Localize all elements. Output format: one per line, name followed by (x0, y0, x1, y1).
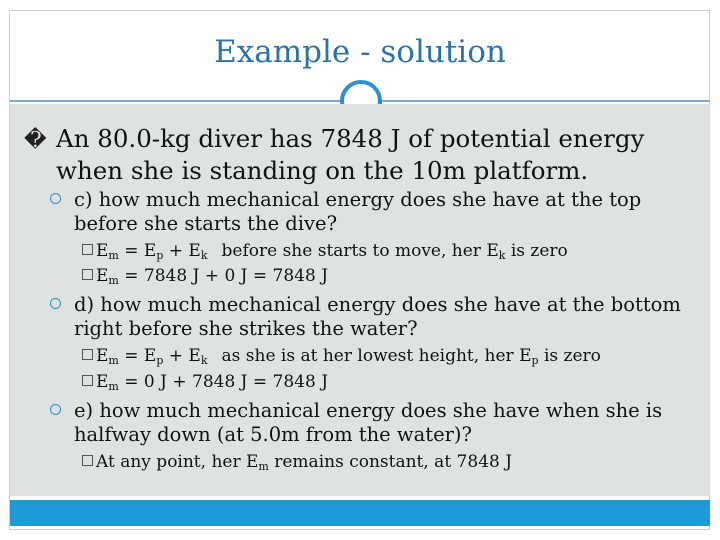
intro-bullet-glyph: � (24, 128, 47, 153)
answer-d-step-1: $E_m = E_p + E_k$ as she is at her lowest height, her $E_p$ is zero (82, 345, 702, 367)
question-d-line-2: right before she strikes the water? (74, 317, 418, 340)
square-bullet-icon (82, 455, 93, 466)
question-e-line-2: halfway down (at 5.0m from the water)? (74, 423, 472, 446)
question-e (46, 399, 696, 447)
intro-line-2: when she is standing on the 10m platform. (56, 156, 589, 185)
circle-bullet-icon (50, 298, 61, 309)
square-bullet-icon (82, 349, 93, 360)
question-e-line-1: e) how much mechanical energy does she have when she is (74, 399, 663, 422)
answer-e-step-1: At any point, her $E_m$ remains constant, at 7848 J (82, 451, 702, 473)
question-d (46, 293, 696, 341)
intro-bullet (24, 124, 704, 186)
question-c (46, 188, 696, 236)
circle-bullet-icon (50, 193, 61, 204)
square-bullet-icon (82, 375, 93, 386)
footer-bar (10, 500, 710, 526)
question-c-line-1: c) how much mechanical energy does she have at the top (74, 188, 642, 211)
question-d-line-1: d) how much mechanical energy does she have at the bottom (74, 293, 681, 316)
square-bullet-icon (82, 244, 93, 255)
square-bullet-icon (82, 269, 93, 280)
slide-title: Example - solution (214, 34, 506, 70)
answer-c-step-1: $E_m = E_p + E_k$ before she starts to move, her $E_k$ is zero (82, 240, 702, 262)
answer-c-step-2: $E_m = 7848$ J + 0 J = 7848 J (82, 265, 702, 287)
answer-d-step-2: $E_m = 0$ J + 7848 J = 7848 J (82, 371, 702, 393)
circle-bullet-icon (50, 404, 61, 415)
intro-line-1: An 80.0-kg diver has 7848 J of potential energy (56, 124, 645, 153)
question-c-line-2: before she starts the dive? (74, 212, 338, 235)
